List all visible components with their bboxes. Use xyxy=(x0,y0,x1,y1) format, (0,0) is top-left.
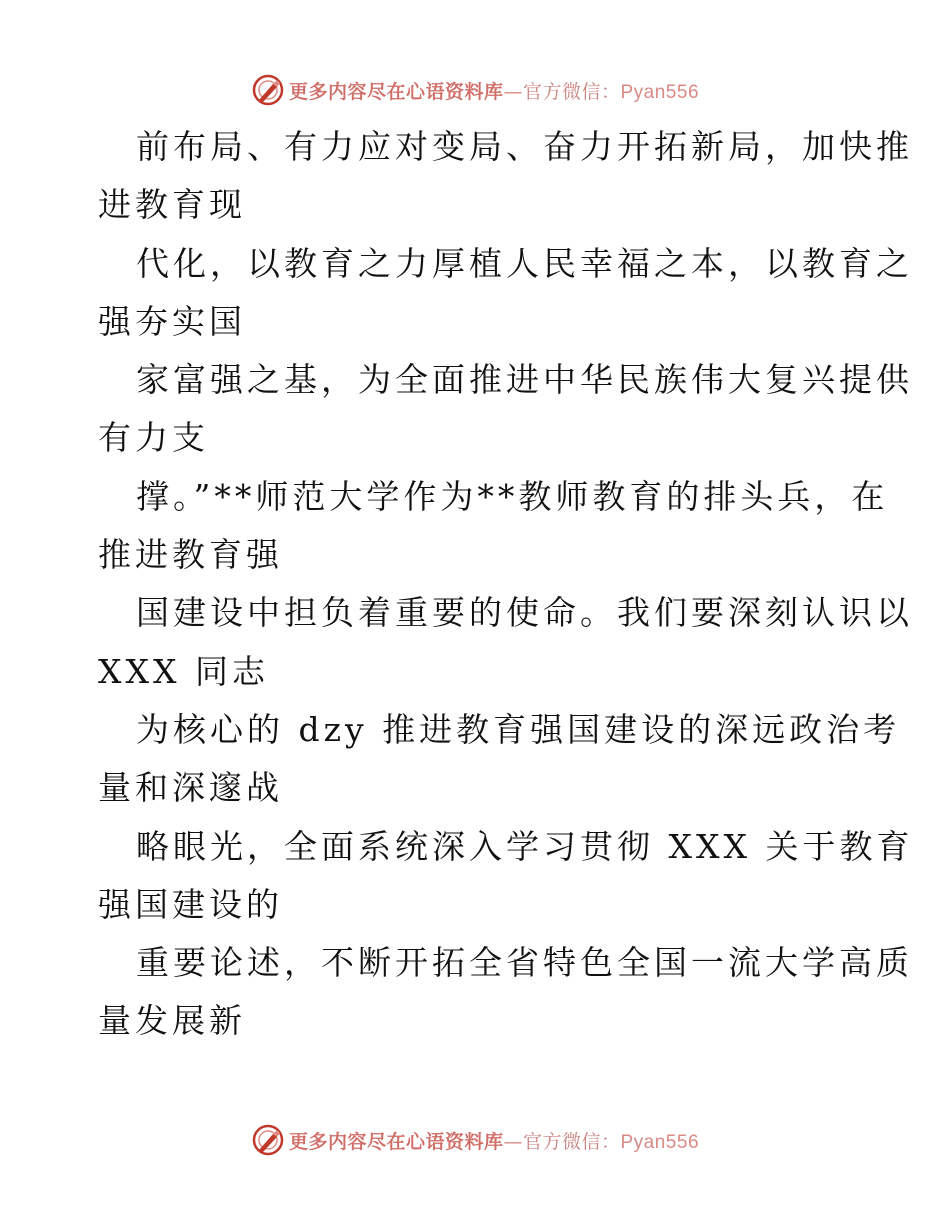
document-line: 强国建设的 xyxy=(98,884,283,924)
document-line: 家富强之基，为全面推进中华民族伟大复兴提供 xyxy=(136,360,913,400)
footer-watermark xyxy=(0,1122,950,1158)
document-line: 强夯实国 xyxy=(98,301,246,341)
document-line: 代化，以教育之力厚植人民幸福之本，以教育之 xyxy=(136,243,913,283)
pen-logo-icon xyxy=(251,1123,285,1157)
document-line: 量和深邃战 xyxy=(98,768,283,808)
document-line: 国建设中担负着重要的使命。我们要深刻认识以 xyxy=(136,593,913,633)
document-line: 推进教育强 xyxy=(98,535,283,575)
document-line: 略眼光，全面系统深入学习贯彻 XXX 关于教育 xyxy=(136,826,914,866)
document-line: 重要论述，不断开拓全省特色全国一流大学高质 xyxy=(136,943,913,983)
footer-watermark-text: 更多内容尽在心语资料库—官方微信：Pyan556 xyxy=(288,1130,700,1153)
document-line: 撑。”**师范大学作为**教师教育的排头兵，在 xyxy=(136,476,889,516)
document-line: XXX 同志 xyxy=(98,651,269,691)
document-line: 有力支 xyxy=(98,418,209,458)
pen-logo-icon xyxy=(251,73,285,107)
document-line: 为核心的 dzy 推进教育强国建设的深远政治考 xyxy=(136,709,901,749)
document-line: 前布局、有力应对变局、奋力开拓新局，加快推 xyxy=(136,127,913,166)
header-watermark-text: 更多内容尽在心语资料库—官方微信：Pyan556 xyxy=(288,80,700,103)
header-watermark xyxy=(0,72,950,108)
document-body xyxy=(98,118,914,1051)
document-line: 进教育现 xyxy=(98,185,246,225)
document-line: 量发展新 xyxy=(98,1001,246,1041)
